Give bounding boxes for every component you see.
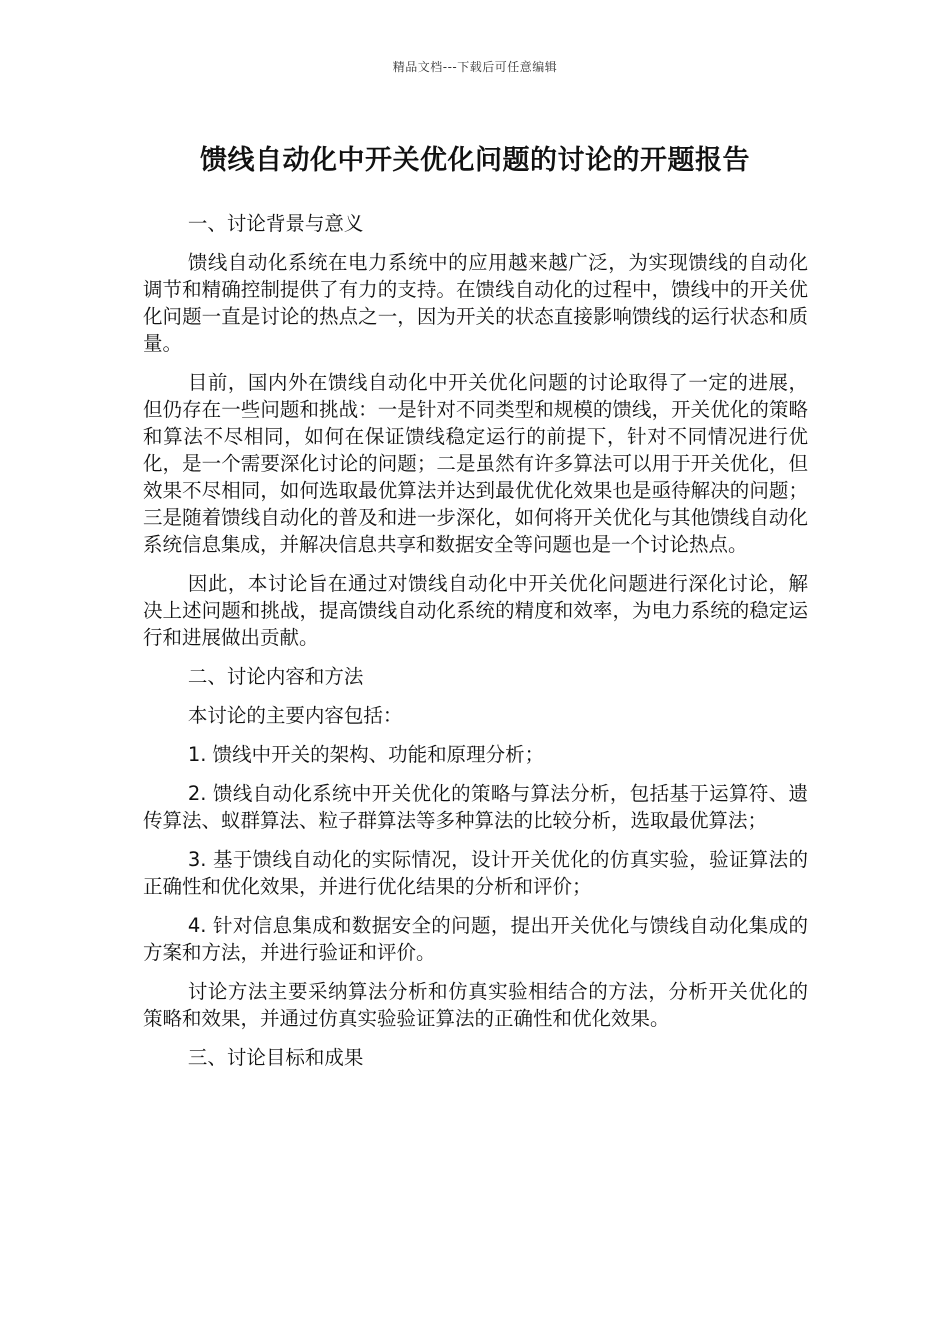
document-title: 馈线自动化中开关优化问题的讨论的开题报告: [200, 145, 750, 176]
section-heading-goals: 三、讨论目标和成果: [187, 1046, 364, 1069]
section-heading-content-methods: 二、讨论内容和方法: [187, 665, 364, 688]
paragraph-background: 馈线自动化系统在电力系统中的应用越来越广泛，为实现馈线的自动化调节和精确控制提供了有力的支持。在馈线自动化的过程中，馈线中的开关优化问题一直是讨论的热点之一，因为开关的状态直接影响馈线的运行状态和质量。: [143, 251, 808, 355]
paragraph-methods: 讨论方法主要采纳算法分析和仿真实验相结合的方法，分析开关优化的策略和效果，并通过仿真实验验证算法的正确性和优化效果。: [143, 980, 808, 1030]
list-item-2: 2. 馈线自动化系统中开关优化的策略与算法分析，包括基于运算符、遗传算法、蚁群算法、粒子群算法等多种算法的比较分析，选取最优算法；: [143, 782, 808, 832]
document-body: [143, 210, 808, 1083]
section-heading-background: 一、讨论背景与意义: [187, 212, 364, 235]
list-item-4: 4. 针对信息集成和数据安全的问题，提出开关优化与馈线自动化集成的方案和方法，并进行验证和评价。: [143, 914, 808, 964]
paragraph-content-intro: 本讨论的主要内容包括：: [187, 704, 403, 727]
list-item-3: 3. 基于馈线自动化的实际情况，设计开关优化的仿真实验，验证算法的正确性和优化效果，并进行优化结果的分析和评价；: [143, 848, 808, 898]
paragraph-purpose: 因此，本讨论旨在通过对馈线自动化中开关优化问题进行深化讨论，解决上述问题和挑战，提高馈线自动化系统的精度和效率，为电力系统的稳定运行和进展做出贡献。: [143, 572, 808, 649]
list-item-1: 1. 馈线中开关的架构、功能和原理分析；: [187, 743, 545, 766]
paragraph-current-status: 目前，国内外在馈线自动化中开关优化问题的讨论取得了一定的进展，但仍存在一些问题和挑战：一是针对不同类型和规模的馈线，开关优化的策略和算法不尽相同，如何在保证馈线稳定运行的前提下，针对不同情况进行优化，是一个需要深化讨论的问题；二是虽然有许多算法可以用于开关优化，但效果不尽相同，如何选取最优算法并达到最优优化效果也是亟待解决的问题；三是随着馈线自动化的普及和进一步深化，如何将开关优化与其他馈线自动化系统信息集成，并解决信息共享和数据安全等问题也是一个讨论热点。: [143, 371, 808, 556]
header-note: 精品文档---下载后可任意编辑: [392, 60, 558, 74]
